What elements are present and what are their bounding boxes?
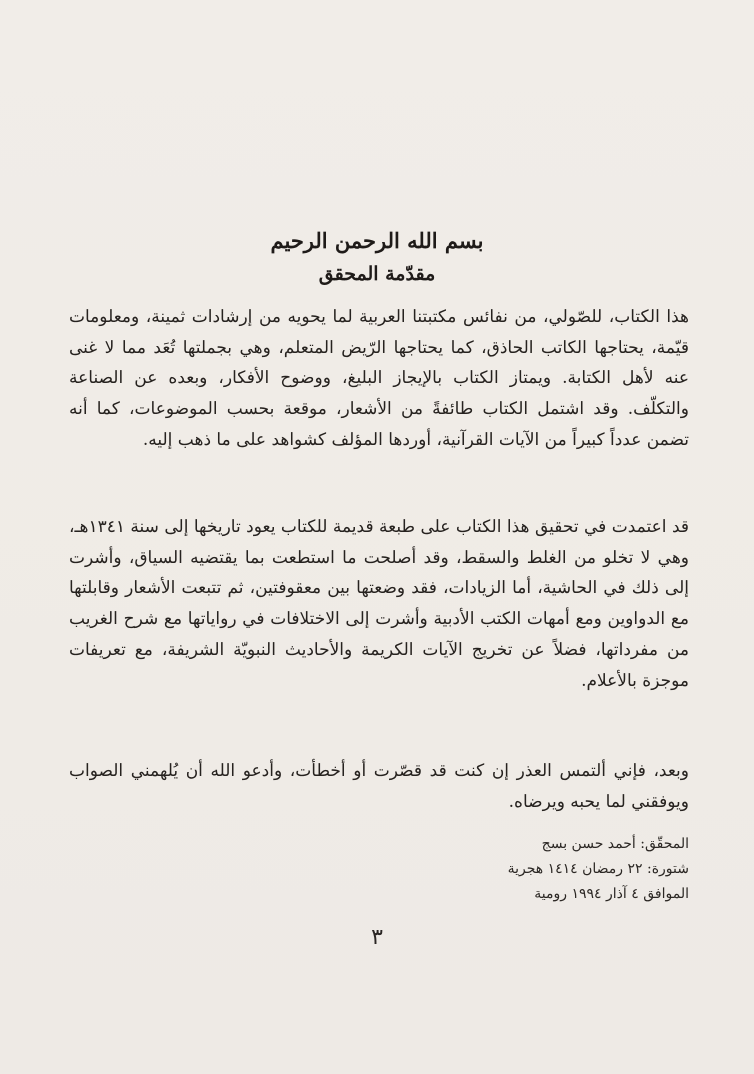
introduction-title: مقدّمة المحقق <box>318 263 436 285</box>
page-number: ٣ <box>371 925 383 950</box>
paragraph-intro: هذا الكتاب، للصّولي، من نفائس مكتبتنا العربية لما يحويه من إرشادات ثمينة، ومعلومات قيّمة، يحتاجها الكاتب الحاذق، كما يحتاجها الرّيض المتعلم، وهي بجملتها تُعَد مما لا غنى عنه لأهل الكتابة. ويمتاز الكتاب بالإيجاز البليغ، ووضوح الأفكار، وبعده عن الصناعة والتكلّف. وقد اشتمل الكتاب طائفةً من الأشعار، موقعة بحسب الموضوعات، كما أنه تضمن عدداً كبيراً من الآيات القرآنية، أوردها المؤلف كشواهد على ما ذهب إليه. <box>69 307 689 450</box>
editor-signature: المحقّق: أحمد حسن بسج <box>541 836 689 852</box>
basmala-heading: بسم الله الرحمن الرحيم <box>270 228 484 253</box>
paragraph-closing: وبعد، فإني ألتمس العذر إن كنت قد قصّرت أو أخطأت، وأدعو الله أن يُلهمني الصواب ويوفقني لما يحبه ويرضاه. <box>69 761 689 812</box>
signature-place-date: شتورة: ٢٢ رمضان ١٤١٤ هجرية <box>507 861 689 877</box>
signature-gregorian-date: الموافق ٤ آذار ١٩٩٤ رومية <box>534 886 689 902</box>
paragraph-methodology: قد اعتمدت في تحقيق هذا الكتاب على طبعة قديمة للكتاب يعود تاريخها إلى سنة ١٣٤١هـ، وهي لا تخلو من الغلط والسقط، وقد أصلحت ما استطعت بما يقتضيه السياق، وأشرت إلى ذلك في الحاشية، أما الزيادات، فقد وضعتها بين معقوفتين، ثم تتبعت الأشعار وقابلتها مع الدواوين ومع أمهات الكتب الأدبية وأشرت إلى الاختلافات في رواياتها مع شرح الغريب من مفرداتها، فضلاً عن تخريج الآيات الكريمة والأحاديث النبويّة الشريفة، مع تعريفات موجزة بالأعلام. <box>69 517 689 691</box>
